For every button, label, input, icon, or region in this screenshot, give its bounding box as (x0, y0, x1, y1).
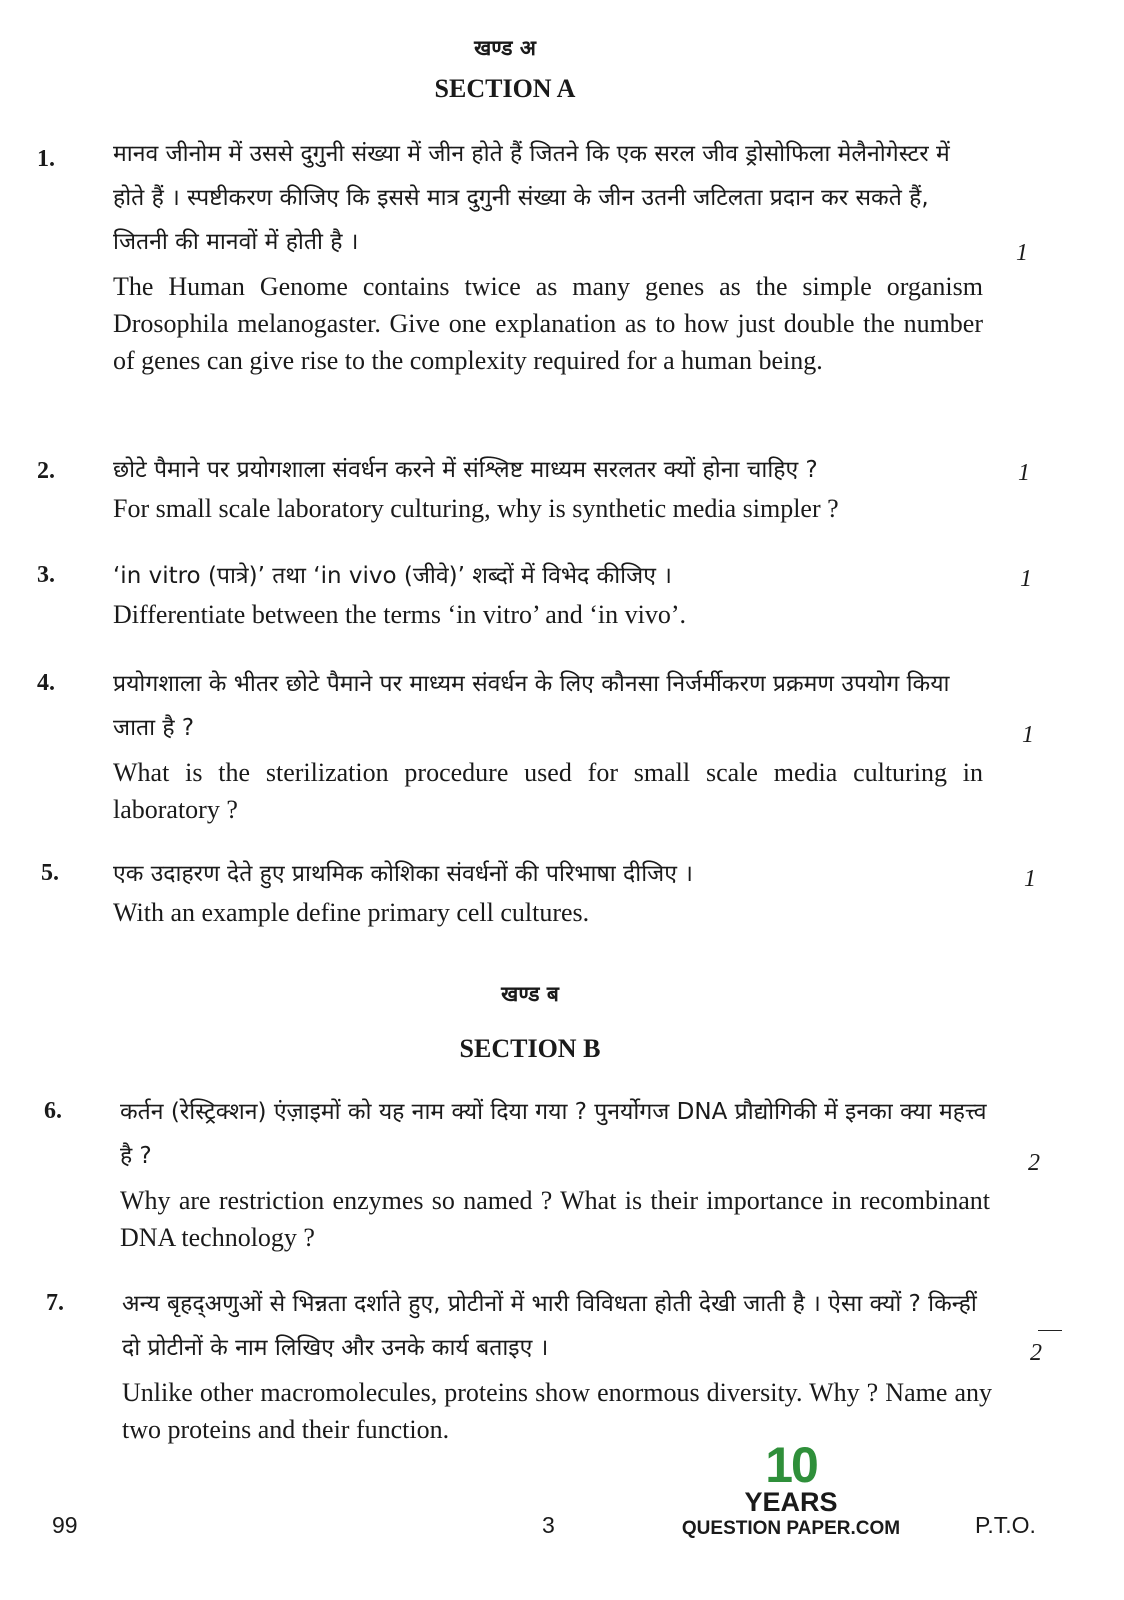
question-6 (120, 1090, 990, 1256)
margin-dash (1038, 1330, 1062, 1331)
question-hindi-text: ‘in vitro (पात्रे)’ तथा ‘in vivo (जीवे)’ शब्दों में विभेद कीजिए । (113, 563, 672, 589)
question-english-text: What is the sterilization procedure used for small scale media culturing in laboratory ? (113, 758, 983, 824)
section-a-title: SECTION A (434, 74, 576, 103)
question-english-text: With an example define primary cell cultures. (113, 898, 590, 927)
question-number: 1. (37, 146, 55, 172)
page-number: 3 (542, 1512, 555, 1538)
question-hindi-text: एक उदाहरण देते हुए प्राथमिक कोशिका संवर्धनों की परिभाषा दीजिए । (113, 861, 693, 887)
section-b-title: SECTION B (459, 1034, 601, 1063)
question-english-text: Unlike other macromolecules, proteins show enormous diversity. Why ? Name any two proteins and their function. (122, 1378, 992, 1444)
question-marks: 2 (1030, 1340, 1042, 1366)
question-marks: 1 (1020, 566, 1032, 592)
watermark-logo (676, 1437, 906, 1550)
question-7 (122, 1282, 992, 1448)
question-number: 7. (46, 1290, 64, 1316)
question-hindi-text: प्रयोगशाला के भीतर छोटे पैमाने पर माध्यम संवर्धन के लिए कौनसा निर्जर्मीकरण प्रक्रमण उपयोग किया जाता है ? (113, 671, 950, 741)
question-marks: 1 (1018, 460, 1030, 486)
paper-code: 99 (52, 1512, 78, 1538)
question-marks: 1 (1016, 240, 1028, 266)
question-number: 4. (37, 670, 55, 696)
question-marks: 2 (1028, 1150, 1040, 1176)
question-number: 5. (41, 860, 59, 886)
logo-years: YEARS (744, 1487, 838, 1517)
question-3 (113, 558, 983, 633)
section-b-hindi-title: खण्ड ब (501, 982, 559, 1006)
logo-number: 10 (765, 1437, 817, 1493)
section-a-hindi-title: खण्ड अ (474, 36, 536, 60)
question-1 (113, 132, 983, 379)
question-2 (113, 452, 983, 527)
pto-label: P.T.O. (975, 1512, 1036, 1538)
question-number: 2. (37, 458, 55, 484)
question-number: 3. (37, 562, 55, 588)
question-marks: 1 (1022, 722, 1034, 748)
question-4 (113, 662, 983, 828)
question-english-text: For small scale laboratory culturing, why is synthetic media simpler ? (113, 494, 839, 523)
question-5 (113, 856, 983, 931)
question-hindi-text: अन्य बृहद्अणुओं से भिन्नता दर्शाते हुए, प्रोटीनों में भारी विविधता होती देखी जाती है । ऐसा क्यों ? किन्हीं दो प्रोटीनों के नाम लिखिए और उनके कार्य बताइए । (122, 1291, 977, 1361)
question-hindi-text: मानव जीनोम में उससे दुगुनी संख्या में जीन होते हैं जितने कि एक सरल जीव ड्रोसोफिला मेलैनोगेस्टर में होते हैं । स्पष्टीकरण कीजिए कि इससे मात्र दुगुनी संख्या के जीन उतनी जटिलता प्रदान कर सकते हैं, जितनी की मानवों में होती है । (113, 141, 950, 255)
logo-site: QUESTION PAPER.COM (681, 1518, 901, 1539)
question-hindi-text: छोटे पैमाने पर प्रयोगशाला संवर्धन करने में संश्लिष्ट माध्यम सरलतर क्यों होना चाहिए ? (113, 457, 818, 483)
question-hindi-text: कर्तन (रेस्ट्रिक्शन) एंज़ाइमों को यह नाम क्यों दिया गया ? पुनर्योगज DNA प्रौद्योगिकी में इनका क्या महत्त्व है ? (120, 1099, 987, 1169)
question-english-text: Differentiate between the terms ‘in vitro’ and ‘in vivo’. (113, 600, 687, 629)
question-english-text: Why are restriction enzymes so named ? What is their importance in recombinant DNA technology ? (120, 1186, 990, 1252)
question-marks: 1 (1024, 866, 1036, 892)
question-number: 6. (44, 1098, 62, 1124)
question-english-text: The Human Genome contains twice as many genes as the simple organism Drosophila melanogaster. Give one explanation as to how just double the number of genes can give rise to the complexity required for a human being. (113, 272, 983, 375)
